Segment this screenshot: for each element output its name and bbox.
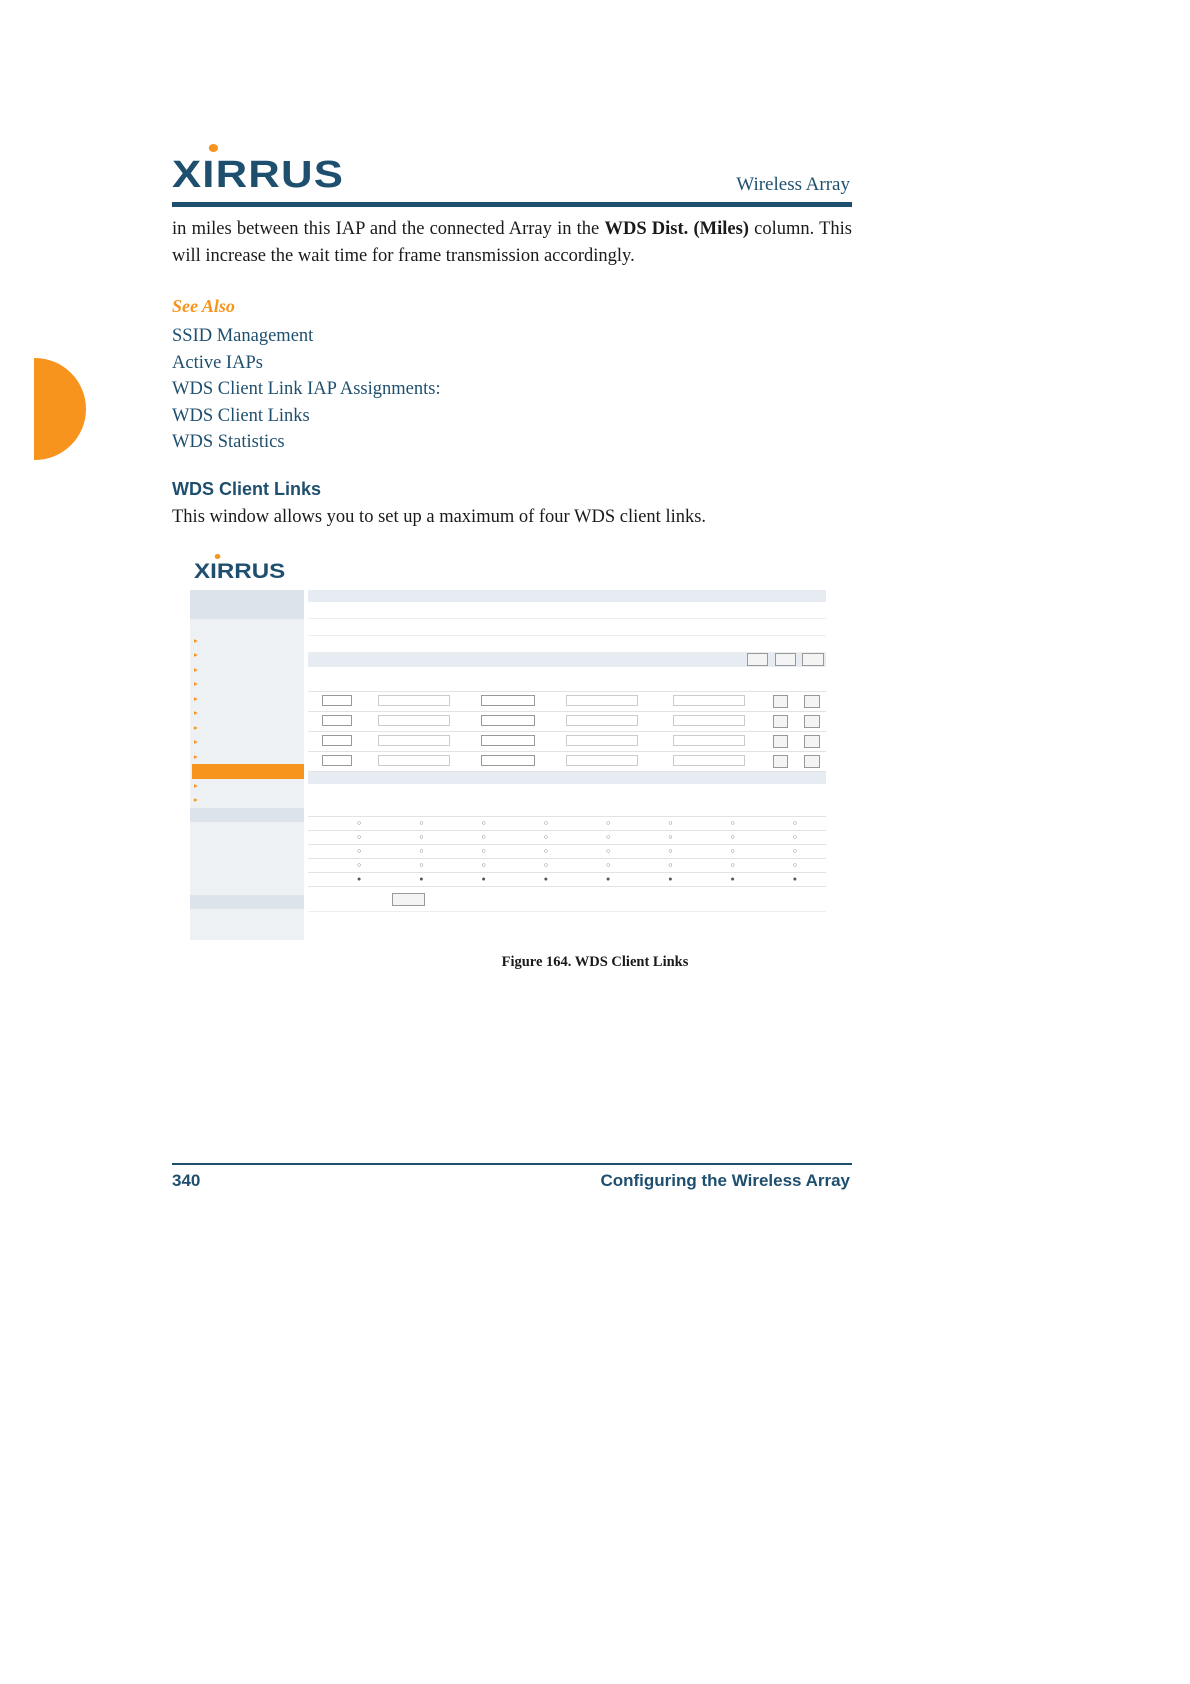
figure-input[interactable] (673, 695, 745, 706)
link-wds-client-link-iap-assignments[interactable]: WDS Client Link IAP Assignments: (172, 379, 441, 399)
sidebar-item[interactable] (190, 851, 304, 866)
figure-select[interactable] (322, 715, 352, 726)
figure-logo (194, 560, 285, 584)
sidebar-item[interactable] (190, 735, 304, 750)
figure-setting-row (308, 619, 826, 636)
figure-client-links-table (308, 667, 826, 772)
header-divider (172, 202, 852, 207)
figure-logo-text: XIRRUS (194, 560, 286, 583)
figure-button[interactable] (804, 735, 820, 748)
table-row (308, 712, 826, 732)
xirrus-logo (172, 154, 344, 197)
figure-input[interactable] (378, 695, 450, 706)
figure-button[interactable] (773, 735, 789, 748)
logo-text: XIRRUS (172, 154, 345, 196)
figure-caption: Figure 164. WDS Client Links (501, 954, 689, 970)
table-row: ○ ○ ○ ○ ○ ○ ○ ○ (308, 845, 826, 859)
figure-input[interactable] (566, 715, 638, 726)
figure-select[interactable] (481, 735, 535, 746)
chapter-tab-marker (34, 358, 86, 460)
sidebar-item-active[interactable] (192, 764, 304, 779)
sidebar-item[interactable] (190, 721, 304, 736)
figure-select[interactable] (322, 735, 352, 746)
figure-button[interactable] (802, 653, 824, 666)
sidebar-item[interactable] (190, 837, 304, 852)
sidebar-item[interactable] (190, 706, 304, 721)
figure-input[interactable] (673, 715, 745, 726)
sidebar-item[interactable] (190, 605, 304, 620)
figure-select[interactable] (481, 695, 535, 706)
figure-input[interactable] (566, 735, 638, 746)
figure-select[interactable] (322, 695, 352, 706)
figure-button[interactable] (392, 893, 425, 906)
link-active-iaps[interactable]: Active IAPs (172, 352, 263, 373)
table-row: ● ● ● ● ● ● ● ● (308, 873, 826, 887)
figure-button[interactable] (804, 715, 820, 728)
table-row: ○ ○ ○ ○ ○ ○ ○ ○ (308, 831, 826, 845)
figure-button[interactable] (747, 653, 769, 666)
figure-main-panel (308, 590, 826, 940)
figure-button[interactable] (775, 653, 797, 666)
table-header-row (308, 784, 826, 817)
sidebar-item[interactable] (190, 779, 304, 794)
figure-window-title (823, 566, 826, 576)
figure-iap-assignment-table (308, 784, 826, 887)
body-paragraph (172, 216, 852, 270)
figure-section-bar (308, 653, 826, 667)
see-also-links (172, 323, 441, 456)
figure-input[interactable] (378, 715, 450, 726)
table-row: ○ ○ ○ ○ ○ ○ ○ ○ (308, 859, 826, 873)
sidebar-item[interactable] (190, 677, 304, 692)
figure-input[interactable] (566, 755, 638, 766)
sidebar-item[interactable] (190, 822, 304, 837)
section-heading: WDS Client Links (172, 479, 322, 499)
sidebar-item[interactable] (190, 866, 304, 881)
figure-setting-row (308, 636, 826, 653)
table-header-row (308, 667, 826, 692)
sidebar-item[interactable] (190, 808, 304, 823)
paragraph-bold: WDS Dist. (Miles) (604, 219, 749, 239)
sidebar-item[interactable] (190, 648, 304, 663)
figure-input[interactable] (566, 695, 638, 706)
figure-input[interactable] (673, 755, 745, 766)
sidebar-item[interactable] (190, 619, 304, 634)
sidebar-item[interactable] (190, 880, 304, 895)
chapter-title: Configuring the Wireless Array (600, 1171, 850, 1190)
figure-button[interactable] (804, 755, 820, 768)
figure-setting-row (308, 887, 826, 912)
sidebar-item[interactable] (190, 895, 304, 910)
table-row (308, 732, 826, 752)
figure-input[interactable] (378, 735, 450, 746)
figure-select[interactable] (481, 715, 535, 726)
figure-input[interactable] (378, 755, 450, 766)
paragraph-text-1: in miles between this IAP and the connected Array in the (172, 219, 605, 239)
figure-button[interactable] (773, 755, 789, 768)
figure-breadcrumb-bar (308, 590, 826, 602)
figure-button[interactable] (773, 715, 789, 728)
link-wds-client-links[interactable]: WDS Client Links (172, 405, 310, 426)
sidebar-item[interactable] (190, 590, 304, 605)
sidebar-item[interactable] (190, 634, 304, 649)
figure-button[interactable] (804, 695, 820, 708)
figure-logo-dot-icon (215, 554, 221, 559)
table-row (308, 692, 826, 712)
figure-input[interactable] (673, 735, 745, 746)
figure-setting-row (308, 602, 826, 619)
figure-select[interactable] (322, 755, 352, 766)
figure-select[interactable] (481, 755, 535, 766)
table-row: ○ ○ ○ ○ ○ ○ ○ ○ (308, 817, 826, 831)
paragraph-text-2: column. This will increase the wait time for frame transmission accordingly. (172, 219, 853, 266)
see-also-heading: See Also (172, 296, 235, 316)
header-title: Wireless Array (736, 174, 850, 195)
figure-button[interactable] (773, 695, 789, 708)
wds-client-links-screenshot (190, 560, 826, 942)
sidebar-item[interactable] (190, 663, 304, 678)
figure-sidebar (190, 590, 304, 940)
sidebar-item[interactable] (190, 750, 304, 765)
logo-dot-icon (209, 144, 218, 152)
page-number: 340 (172, 1171, 201, 1190)
sidebar-item[interactable] (190, 692, 304, 707)
figure-button-group (743, 653, 824, 666)
sidebar-item[interactable] (190, 793, 304, 808)
table-row (308, 752, 826, 772)
link-wds-statistics[interactable]: WDS Statistics (172, 432, 285, 452)
figure-section-bar (308, 772, 826, 784)
footer-divider (172, 1163, 852, 1165)
section-intro: This window allows you to set up a maximum of four WDS client links. (172, 507, 707, 527)
link-ssid-management[interactable]: SSID Management (172, 326, 314, 346)
